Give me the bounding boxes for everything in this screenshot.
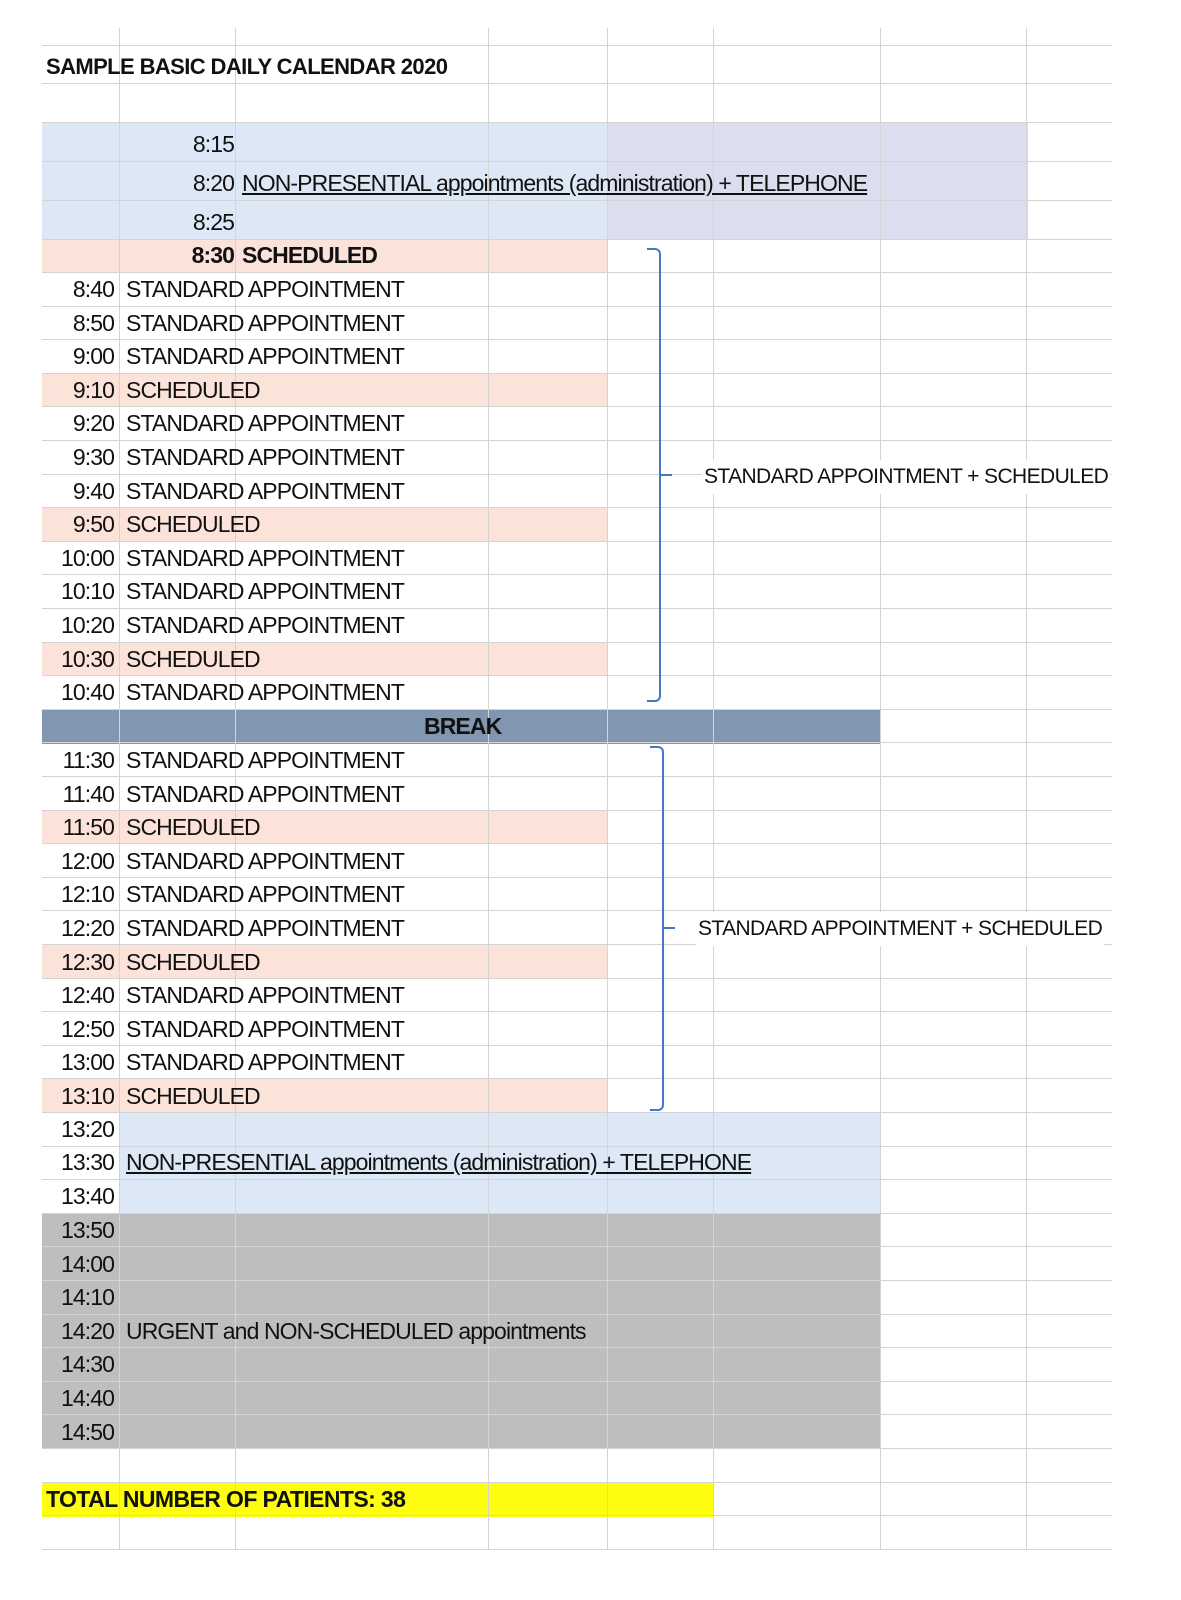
appointment-label: STANDARD APPOINTMENT (126, 612, 405, 638)
time-cell: 12:00 (60, 848, 114, 874)
scheduled-label: SCHEDULED (126, 814, 260, 840)
scheduled-label: SCHEDULED (126, 646, 260, 672)
time-cell: 14:20 (60, 1318, 114, 1344)
scheduled-label: SCHEDULED (126, 949, 260, 975)
appointment-label: STANDARD APPOINTMENT (126, 982, 405, 1008)
grid-row-line (42, 122, 1112, 123)
time-cell: 8:20 (192, 170, 234, 196)
appointment-label: STANDARD APPOINTMENT (126, 679, 405, 705)
appointment-label: STANDARD APPOINTMENT (126, 545, 405, 571)
grid-column-line (713, 28, 714, 1550)
grid-row-line (42, 45, 1112, 46)
appointment-label: STANDARD APPOINTMENT (126, 310, 405, 336)
time-cell: 8:40 (72, 276, 114, 302)
urgent-label: URGENT and NON-SCHEDULED appointments (126, 1318, 586, 1344)
time-cell: 9:00 (72, 343, 114, 369)
time-cell: 8:50 (72, 310, 114, 336)
grid-row-line (42, 1280, 1112, 1281)
total-patients: TOTAL NUMBER OF PATIENTS: 38 (46, 1486, 406, 1512)
time-cell: 13:40 (60, 1183, 114, 1209)
afternoon-group-brace (650, 746, 664, 1111)
grid-column-line (1026, 28, 1027, 1550)
time-cell: 8:30 (191, 242, 234, 268)
time-cell: 14:10 (60, 1284, 114, 1310)
time-cell: 9:40 (72, 478, 114, 504)
appointment-label: STANDARD APPOINTMENT (126, 410, 405, 436)
page-title: SAMPLE BASIC DAILY CALENDAR 2020 (46, 54, 448, 79)
time-cell: 10:20 (60, 612, 114, 638)
grid-row-line (42, 1381, 1112, 1382)
grid-row-line (42, 1246, 1112, 1247)
grid-row-line (42, 1549, 1112, 1550)
morning-group-label: STANDARD APPOINTMENT + SCHEDULED (702, 460, 1110, 494)
scheduled-label: SCHEDULED (242, 242, 378, 268)
grid-row-line (42, 1179, 1112, 1180)
time-cell: 10:00 (60, 545, 114, 571)
scheduled-label: SCHEDULED (126, 1083, 260, 1109)
appointment-label: STANDARD APPOINTMENT (126, 1049, 405, 1075)
time-cell: 12:10 (60, 881, 114, 907)
time-cell: 10:30 (60, 646, 114, 672)
time-cell: 12:40 (60, 982, 114, 1008)
time-cell: 13:10 (60, 1083, 114, 1109)
grid-row-line (42, 1414, 1112, 1415)
appointment-label: STANDARD APPOINTMENT (126, 444, 405, 470)
scheduled-label: SCHEDULED (126, 511, 260, 537)
appointment-label: STANDARD APPOINTMENT (126, 848, 405, 874)
time-cell: 13:20 (60, 1116, 114, 1142)
time-cell: 9:20 (72, 410, 114, 436)
grid-row-line (42, 1213, 1112, 1214)
time-cell: 9:10 (72, 377, 114, 403)
grid-column-line (880, 28, 881, 1550)
time-cell: 11:40 (62, 781, 114, 807)
time-cell: 11:50 (62, 814, 114, 840)
time-cell: 9:30 (72, 444, 114, 470)
appointment-label: STANDARD APPOINTMENT (126, 747, 405, 773)
appointment-label: STANDARD APPOINTMENT (126, 915, 405, 941)
scheduled-label: SCHEDULED (126, 377, 260, 403)
time-cell: 11:30 (62, 747, 114, 773)
grid-row-line (42, 161, 1112, 162)
grid-row-line (42, 709, 1112, 710)
time-cell: 8:15 (192, 131, 234, 157)
time-cell: 8:25 (192, 209, 234, 235)
time-cell: 14:50 (60, 1419, 114, 1445)
appointment-label: STANDARD APPOINTMENT (126, 343, 405, 369)
time-cell: 10:10 (60, 578, 114, 604)
morning-group-brace-tick (660, 474, 672, 476)
time-cell: 9:50 (72, 511, 114, 537)
appointment-label: STANDARD APPOINTMENT (126, 276, 405, 302)
appointment-label: STANDARD APPOINTMENT (126, 881, 405, 907)
appointment-label: STANDARD APPOINTMENT (126, 1016, 405, 1042)
afternoon-admin-label: NON-PRESENTIAL appointments (administration) + TELEPHONE (126, 1149, 752, 1175)
grid-column-line (119, 28, 120, 1550)
afternoon-group-brace-tick (663, 927, 675, 929)
appointment-label: STANDARD APPOINTMENT (126, 478, 405, 504)
morning-group-brace (647, 248, 661, 702)
time-cell: 13:30 (60, 1149, 114, 1175)
time-cell: 14:40 (60, 1385, 114, 1411)
grid-row-line (42, 1448, 1112, 1449)
time-cell: 14:00 (60, 1251, 114, 1277)
grid-row-line (42, 200, 1112, 201)
time-cell: 14:30 (60, 1351, 114, 1377)
appointment-label: STANDARD APPOINTMENT (126, 781, 405, 807)
grid-column-line (607, 28, 608, 1550)
morning-admin-label: NON-PRESENTIAL appointments (administration) + TELEPHONE (242, 170, 868, 196)
time-cell: 12:50 (60, 1016, 114, 1042)
time-cell: 12:20 (60, 915, 114, 941)
time-cell: 13:00 (60, 1049, 114, 1075)
time-cell: 12:30 (60, 949, 114, 975)
afternoon-group-label: STANDARD APPOINTMENT + SCHEDULED (696, 912, 1104, 946)
time-cell: 10:40 (60, 679, 114, 705)
break-label: BREAK (424, 713, 502, 739)
appointment-label: STANDARD APPOINTMENT (126, 578, 405, 604)
time-cell: 13:50 (60, 1217, 114, 1243)
